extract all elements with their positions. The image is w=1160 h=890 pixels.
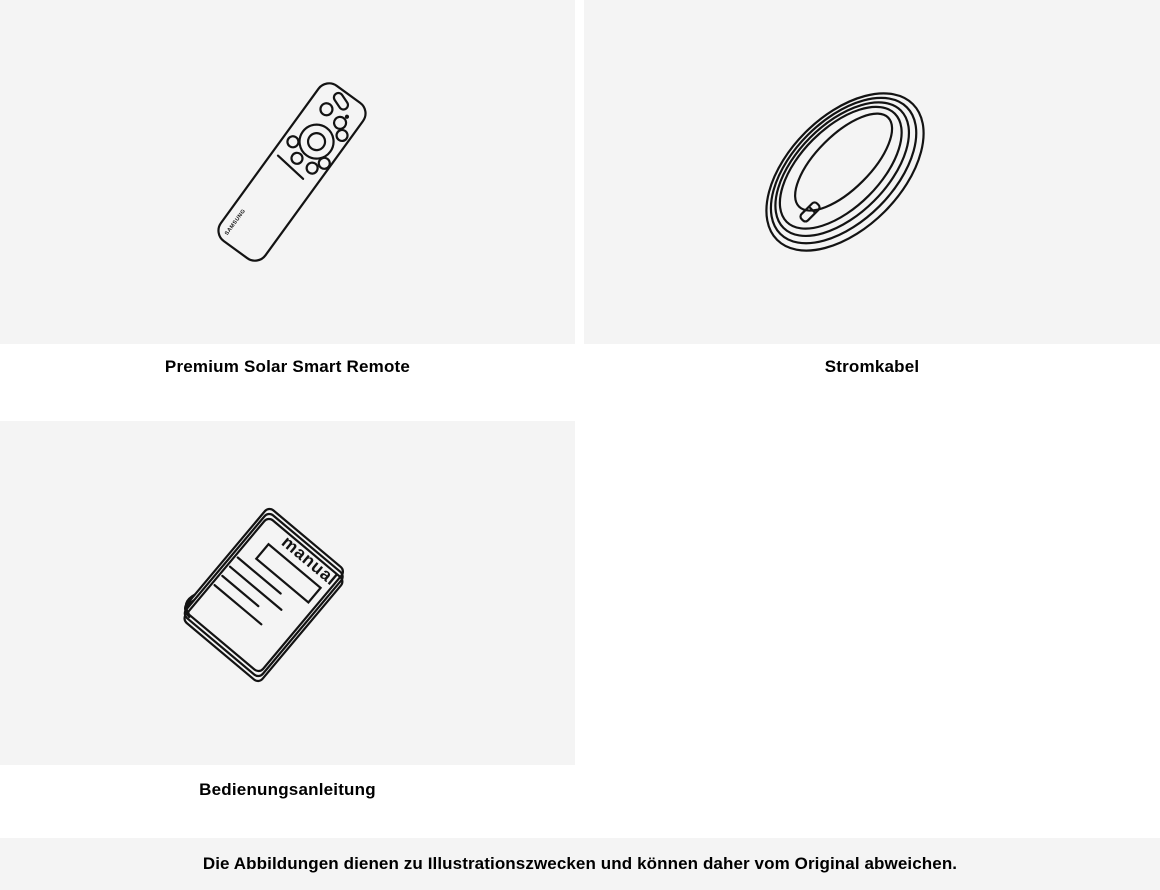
accessory-label-remote: Premium Solar Smart Remote — [164, 357, 411, 376]
accessory-label-power-cable: Stromkabel — [824, 357, 920, 376]
accessory-label-manual: Bedienungsanleitung — [199, 780, 376, 799]
manual-text-line — [215, 585, 262, 624]
remote-button — [304, 160, 319, 175]
manual-text-line — [238, 558, 281, 594]
disclaimer-text: Die Abbildungen dienen zu Illustrationszwecken und können daher vom Original abweichen. — [202, 854, 958, 873]
remote-dpad-center — [305, 130, 329, 154]
cable-coil-wrap — [745, 72, 943, 270]
solar-remote-icon — [0, 0, 575, 344]
manual-text-line — [222, 576, 258, 606]
remote-dpad-ring — [293, 118, 340, 165]
remote-button — [289, 151, 304, 166]
disclaimer-bar — [0, 838, 1160, 890]
accessory-tile-power-cable — [584, 0, 1160, 344]
cable-coil-outer — [738, 65, 953, 280]
accessory-tile-manual — [0, 421, 575, 765]
manual-cover-title: manual — [277, 531, 342, 590]
samsung-logo-text: SAMSUNG — [224, 208, 248, 237]
cable-plug — [799, 201, 821, 223]
power-cable-icon — [584, 0, 1160, 344]
user-manual-icon — [0, 421, 575, 765]
accessory-tile-remote — [0, 0, 575, 344]
remote-button — [318, 101, 335, 118]
remote-button — [285, 134, 300, 149]
